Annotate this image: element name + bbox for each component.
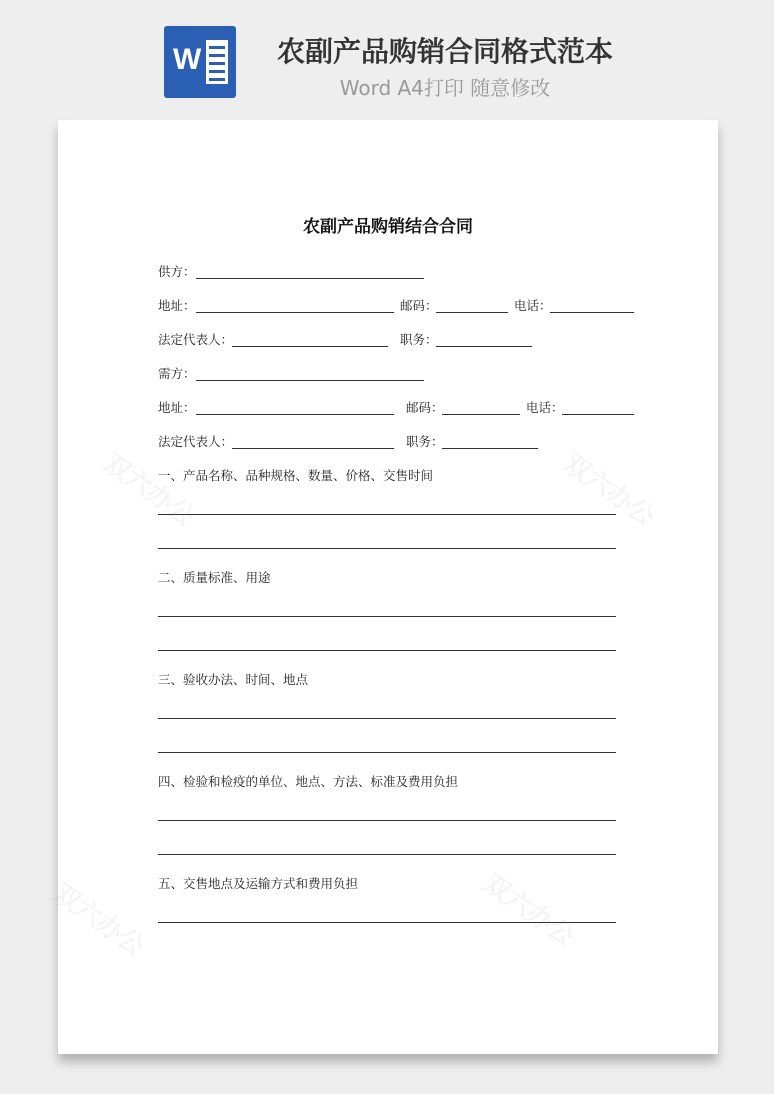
position-label: 职务： [400, 332, 438, 347]
section-heading-5: 五、交售地点及运输方式和费用负担 [158, 876, 359, 891]
buyer-field[interactable] [196, 380, 424, 381]
document-lines-icon [206, 40, 228, 84]
document-title: 农副产品购销结合合同 [303, 217, 473, 237]
section-2-line[interactable] [158, 616, 616, 617]
section-3-line[interactable] [158, 752, 616, 753]
header [0, 0, 774, 110]
section-5-line[interactable] [158, 922, 616, 923]
buyer-postcode-field[interactable] [442, 414, 520, 415]
section-3-line[interactable] [158, 718, 616, 719]
watermark [47, 874, 153, 964]
buyer-legal-rep-field[interactable] [232, 448, 394, 449]
postcode-label: 邮码： [406, 400, 444, 415]
supplier-legal-rep-field[interactable] [232, 346, 388, 347]
supplier-phone-field[interactable] [550, 312, 634, 313]
phone-label: 电话： [514, 298, 552, 313]
buyer-label: 需方： [158, 366, 196, 381]
supplier-postcode-field[interactable] [436, 312, 508, 313]
word-icon [164, 26, 236, 98]
watermark [97, 444, 203, 534]
section-1-line[interactable] [158, 514, 616, 515]
supplier-address-field[interactable] [196, 312, 394, 313]
address-label: 地址： [158, 298, 196, 313]
section-heading-2: 二、质量标准、用途 [158, 570, 271, 585]
supplier-field[interactable] [196, 278, 424, 279]
watermark [557, 444, 663, 534]
section-1-line[interactable] [158, 548, 616, 549]
phone-label: 电话： [526, 400, 564, 415]
position-label: 职务： [406, 434, 444, 449]
watermark [477, 864, 583, 954]
buyer-position-field[interactable] [442, 448, 538, 449]
page-subtitle: Word A4打印 随意修改 [339, 76, 551, 100]
section-heading-4: 四、检验和检疫的单位、地点、方法、标准及费用负担 [158, 774, 459, 789]
supplier-label: 供方： [158, 264, 196, 279]
address-label: 地址： [158, 400, 196, 415]
page-title: 农副产品购销合同格式范本 [276, 35, 613, 68]
section-4-line[interactable] [158, 820, 616, 821]
legal-rep-label: 法定代表人： [158, 434, 234, 449]
section-2-line[interactable] [158, 650, 616, 651]
postcode-label: 邮码： [400, 298, 438, 313]
section-4-line[interactable] [158, 854, 616, 855]
supplier-position-field[interactable] [436, 346, 532, 347]
document-page [58, 120, 718, 1054]
buyer-phone-field[interactable] [562, 414, 634, 415]
word-icon-letter: W [173, 43, 202, 76]
buyer-address-field[interactable] [196, 414, 394, 415]
legal-rep-label: 法定代表人： [158, 332, 234, 347]
section-heading-1: 一、产品名称、品种规格、数量、价格、交售时间 [158, 468, 434, 483]
section-heading-3: 三、验收办法、时间、地点 [158, 672, 309, 687]
